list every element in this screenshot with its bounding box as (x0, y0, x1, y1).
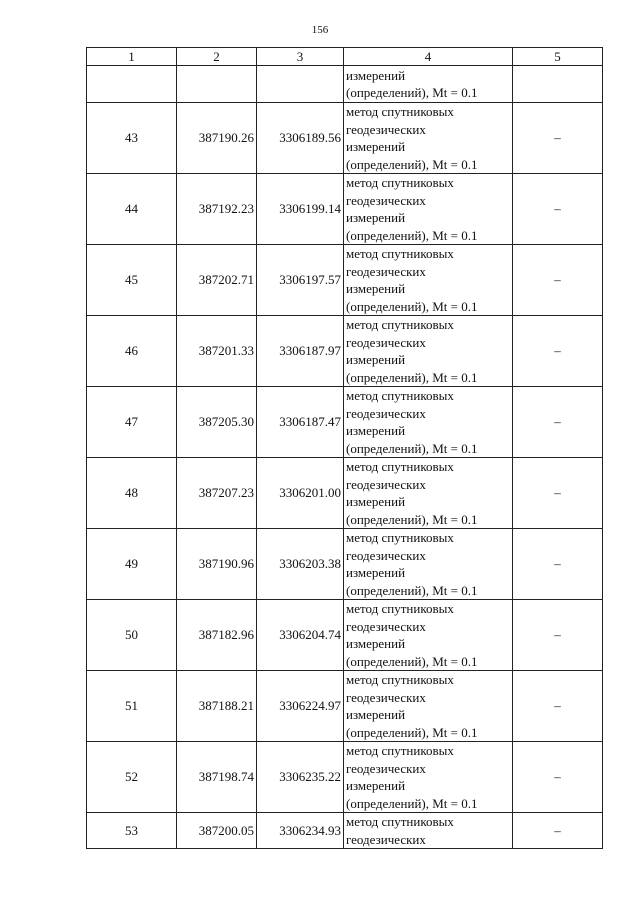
method-line: измерений (346, 281, 406, 296)
cell-method (344, 387, 513, 458)
cell-x (177, 66, 257, 103)
method-line: метод спутниковых (346, 317, 454, 332)
cell-y: 3306187.47 (257, 387, 344, 458)
method-line: метод спутниковых (346, 530, 454, 545)
method-line: геодезических (346, 263, 426, 279)
method-line: (определений), Mt = 0.1 (346, 440, 478, 456)
method-line: измерений (346, 139, 406, 154)
cell-col5: – (513, 174, 603, 245)
cell-col5: – (513, 813, 603, 849)
cell-method (344, 103, 513, 174)
cell-x: 387198.74 (177, 742, 257, 813)
column-header-4: 4 (344, 48, 513, 66)
table-row (87, 245, 603, 316)
cell-col5: – (513, 387, 603, 458)
table-row (87, 387, 603, 458)
method-line: метод спутниковых (346, 672, 454, 687)
method-line: геодезических (346, 334, 426, 350)
cell-x: 387182.96 (177, 600, 257, 671)
cell-method (344, 316, 513, 387)
method-line: геодезических (346, 689, 426, 705)
cell-x: 387201.33 (177, 316, 257, 387)
method-line: метод спутниковых (346, 743, 454, 758)
cell-y: 3306201.00 (257, 458, 344, 529)
cell-y: 3306187.97 (257, 316, 344, 387)
method-line: измерений (346, 423, 406, 438)
cell-y (257, 66, 344, 103)
table-row (87, 103, 603, 174)
table-row (87, 458, 603, 529)
method-line: (определений), Mt = 0.1 (346, 511, 478, 527)
cell-num: 43 (87, 103, 177, 174)
method-line: измерений (346, 67, 406, 83)
cell-col5: – (513, 245, 603, 316)
cell-method (344, 458, 513, 529)
cell-y: 3306235.22 (257, 742, 344, 813)
cell-y: 3306234.93 (257, 813, 344, 849)
cell-col5: – (513, 458, 603, 529)
method-line: (определений), Mt = 0.1 (346, 156, 478, 172)
method-line: измерений (346, 210, 406, 225)
method-line: метод спутниковых (346, 104, 454, 119)
cell-num: 52 (87, 742, 177, 813)
method-line: измерений (346, 565, 406, 580)
cell-x: 387205.30 (177, 387, 257, 458)
method-line: геодезических (346, 831, 426, 847)
cell-x: 387188.21 (177, 671, 257, 742)
table-header-row (87, 48, 603, 66)
cell-x: 387207.23 (177, 458, 257, 529)
cell-x: 387190.26 (177, 103, 257, 174)
cell-col5: – (513, 103, 603, 174)
cell-col5: – (513, 600, 603, 671)
cell-y: 3306189.56 (257, 103, 344, 174)
cell-y: 3306224.97 (257, 671, 344, 742)
table-row (87, 671, 603, 742)
cell-num: 50 (87, 600, 177, 671)
cell-x: 387202.71 (177, 245, 257, 316)
cell-method (344, 671, 513, 742)
method-line: (определений), Mt = 0.1 (346, 653, 478, 669)
method-line: геодезических (346, 760, 426, 776)
cell-num: 46 (87, 316, 177, 387)
method-line: (определений), Mt = 0.1 (346, 795, 478, 811)
method-line: (определений), Mt = 0.1 (346, 227, 478, 243)
method-line: измерений (346, 636, 406, 651)
method-line: (определений), Mt = 0.1 (346, 369, 478, 385)
cell-num: 47 (87, 387, 177, 458)
cell-y: 3306199.14 (257, 174, 344, 245)
cell-method (344, 529, 513, 600)
cell-y: 3306203.38 (257, 529, 344, 600)
cell-num: 44 (87, 174, 177, 245)
method-line: метод спутниковых (346, 175, 454, 190)
method-line: геодезических (346, 121, 426, 137)
method-line: метод спутниковых (346, 246, 454, 261)
cell-num: 53 (87, 813, 177, 849)
method-line: геодезических (346, 547, 426, 563)
cell-method (344, 245, 513, 316)
table-row (87, 742, 603, 813)
method-line: метод спутниковых (346, 601, 454, 616)
cell-num: 51 (87, 671, 177, 742)
method-line: измерений (346, 352, 406, 367)
method-line: геодезических (346, 476, 426, 492)
method-line: измерений (346, 707, 406, 722)
method-line: измерений (346, 778, 406, 793)
coordinates-table (86, 47, 603, 849)
cell-x: 387200.05 (177, 813, 257, 849)
cell-num (87, 66, 177, 103)
table-row (87, 813, 603, 849)
column-header-3: 3 (257, 48, 344, 66)
method-line: измерений (346, 494, 406, 509)
cell-col5: – (513, 316, 603, 387)
method-line: метод спутниковых (346, 459, 454, 474)
method-line: (определений), Mt = 0.1 (346, 298, 478, 314)
column-header-1: 1 (87, 48, 177, 66)
cell-num: 45 (87, 245, 177, 316)
cell-col5: – (513, 742, 603, 813)
cell-method (344, 600, 513, 671)
continued-row (87, 66, 603, 103)
cell-col5: – (513, 529, 603, 600)
cell-num: 48 (87, 458, 177, 529)
cell-x: 387192.23 (177, 174, 257, 245)
cell-col5 (513, 66, 603, 103)
method-line: геодезических (346, 192, 426, 208)
cell-x: 387190.96 (177, 529, 257, 600)
table-row (87, 174, 603, 245)
method-line: (определений), Mt = 0.1 (346, 85, 478, 100)
column-header-5: 5 (513, 48, 603, 66)
cell-col5: – (513, 671, 603, 742)
cell-y: 3306204.74 (257, 600, 344, 671)
cell-method (344, 66, 513, 103)
method-line: (определений), Mt = 0.1 (346, 724, 478, 740)
table-row (87, 529, 603, 600)
method-line: геодезических (346, 618, 426, 634)
cell-method (344, 742, 513, 813)
cell-num: 49 (87, 529, 177, 600)
method-line: геодезических (346, 405, 426, 421)
cell-y: 3306197.57 (257, 245, 344, 316)
cell-method (344, 813, 513, 849)
table-row (87, 600, 603, 671)
page-number: 156 (311, 24, 329, 36)
column-header-2: 2 (177, 48, 257, 66)
table-row (87, 316, 603, 387)
cell-method (344, 174, 513, 245)
method-line: (определений), Mt = 0.1 (346, 582, 478, 598)
method-line: метод спутниковых (346, 814, 454, 829)
method-line: метод спутниковых (346, 388, 454, 403)
